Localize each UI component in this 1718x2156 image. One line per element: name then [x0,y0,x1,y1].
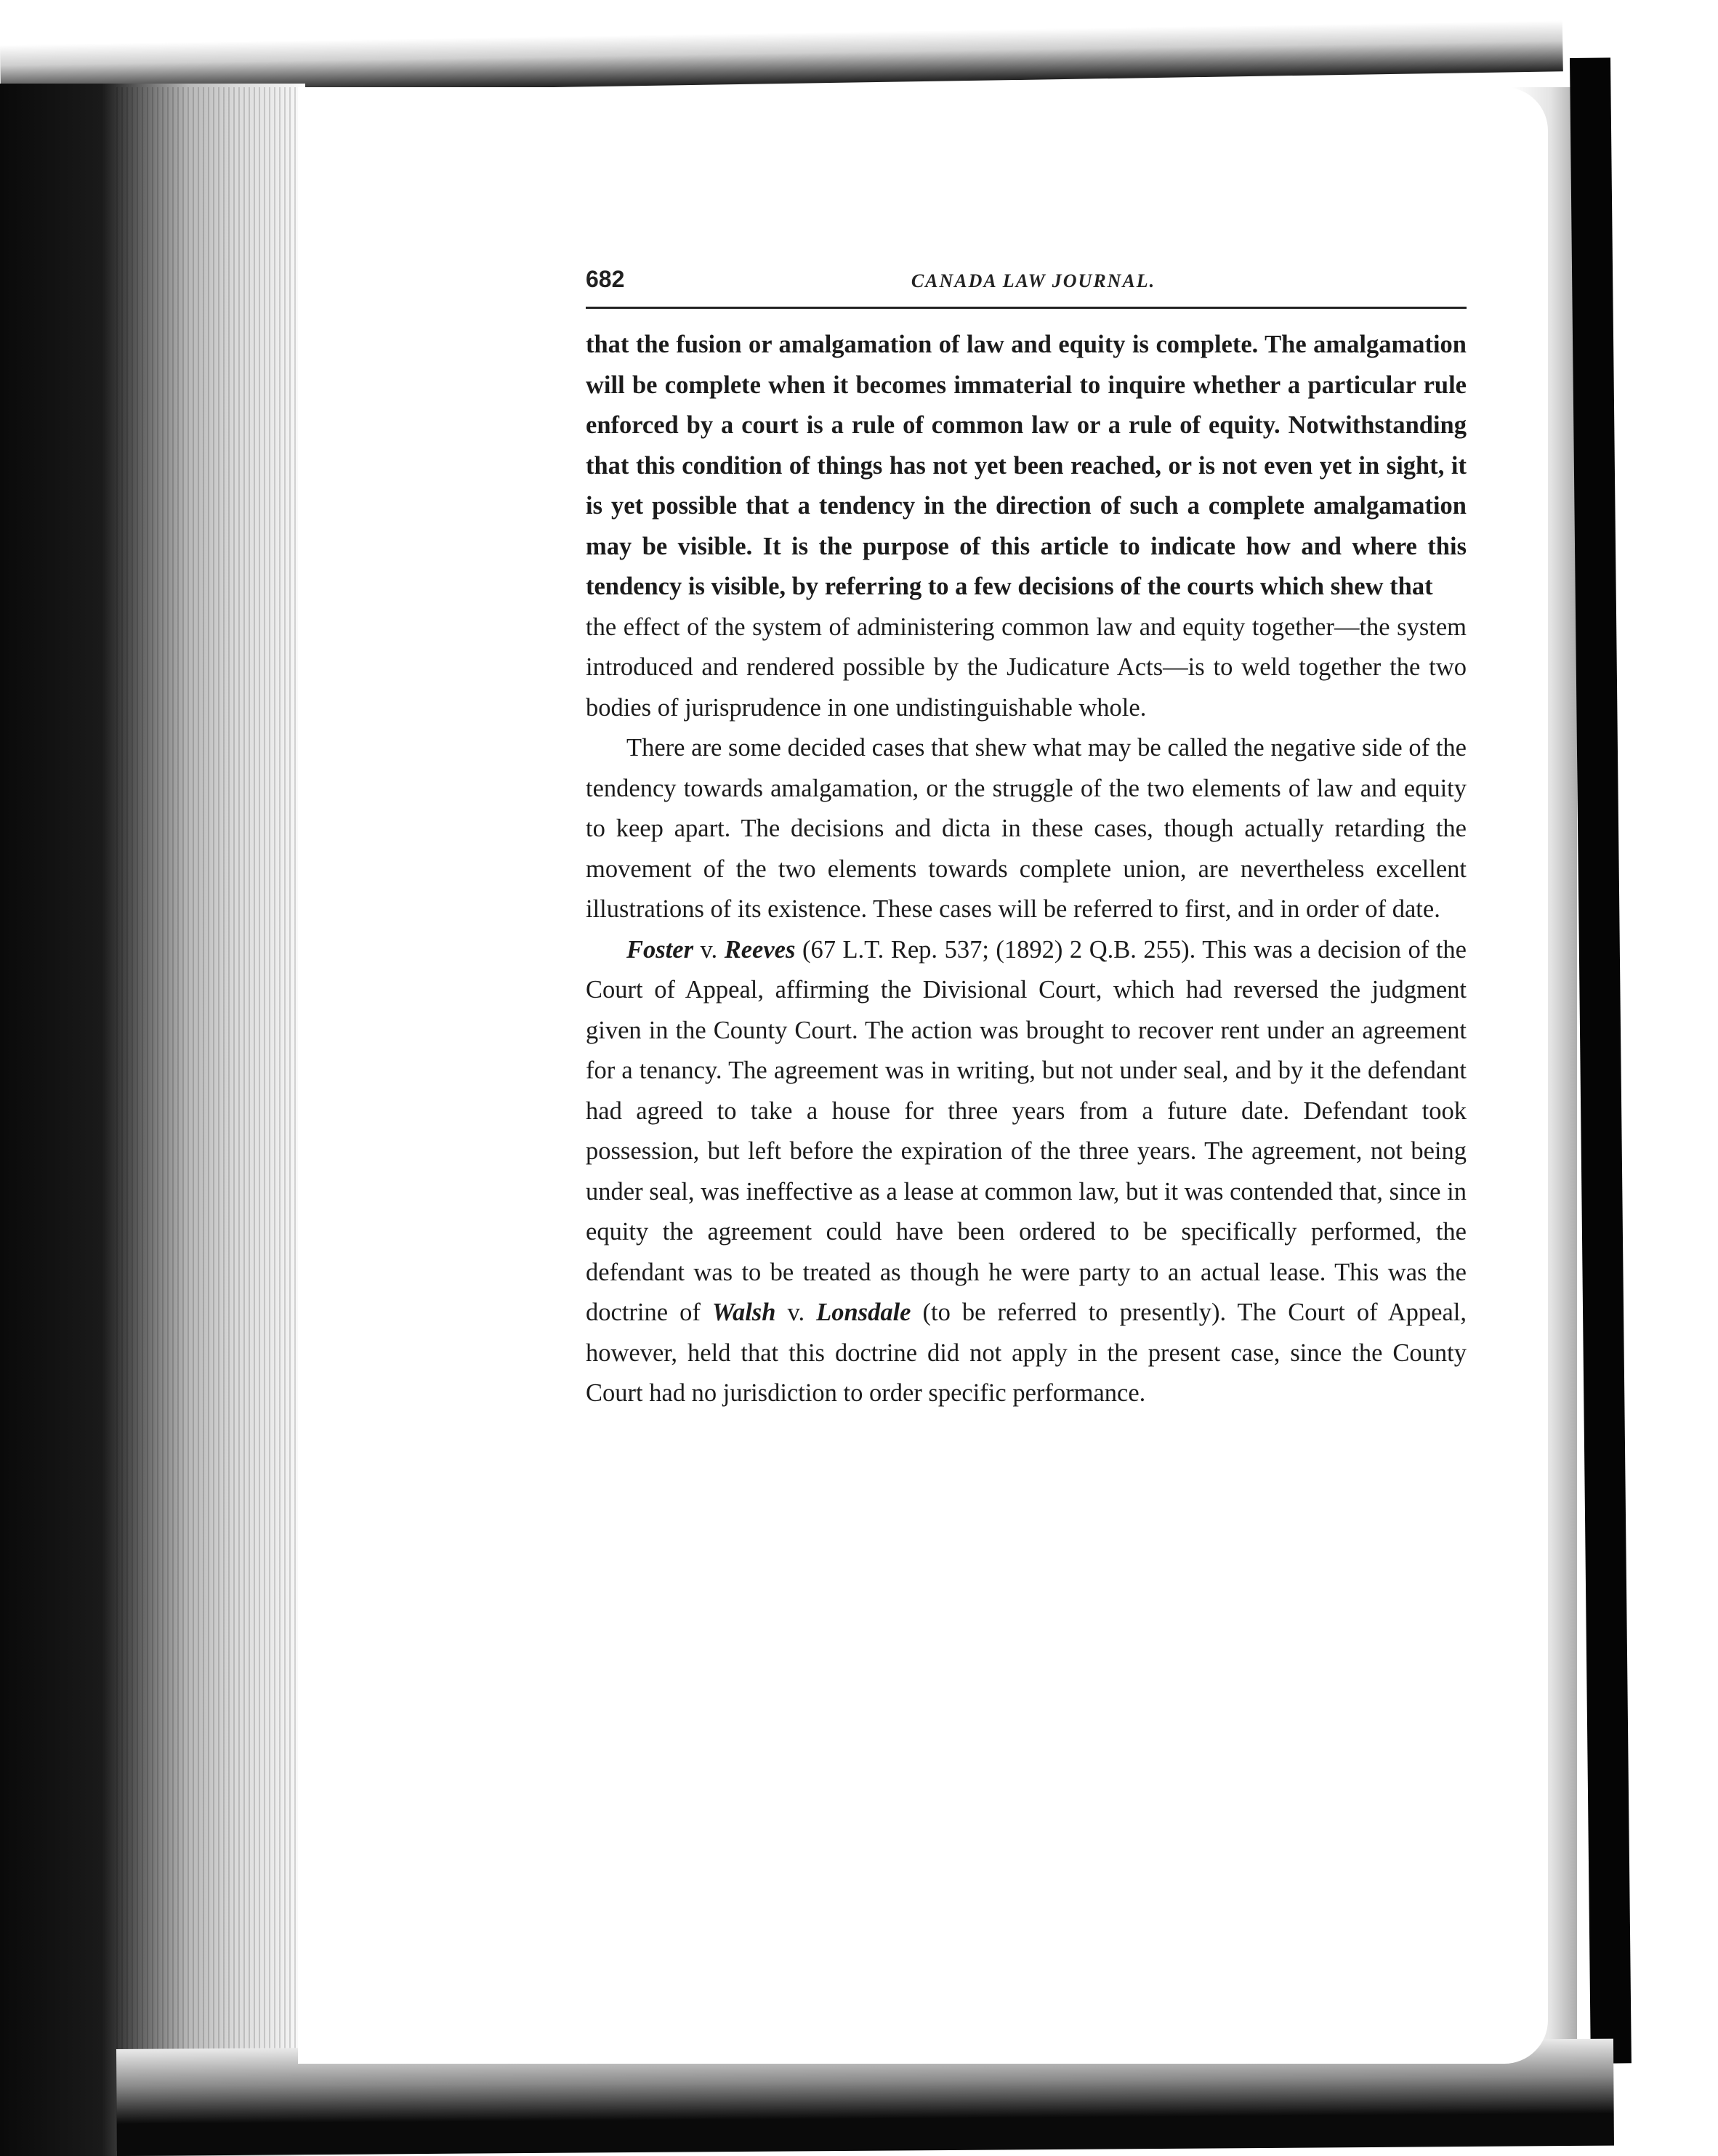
page-number: 682 [586,266,625,292]
paragraph-negative-side: There are some decided cases that shew what may be called the negative side of the tendency towards amalgamation, or the struggle of the two elements of law and equity to keep apart. The decisions and dicta in these cases, though actually retarding the movement of the two elements towards complete union, are nevertheless excellent illustrations of its existence. These cases will be referred to first, and in order of date. [586,734,1467,923]
journal-title: CANADA LAW JOURNAL. [911,270,1156,291]
case-name-reeves: Reeves [724,935,796,964]
paragraph-intro: that the fusion or amalgamation of law and equity is complete. The amalgamation will be complete when it becomes immaterial to inquire whether a particular rule enforced by a court is a rule of common law or a rule of equity. Notwithstanding that this condition of things has not yet been reached, or is not even yet in sight, it is yet possible that a tendency in the direction of such a complete amalgamation may be visible. It is the purpose of this article to indicate how and where this tendency is visible, by referring to a few decisions of the courts which shew that [586,331,1467,600]
case-name-foster: Foster [626,935,694,964]
running-head [586,263,1467,309]
case-versus: v. [693,935,725,964]
journal-page [586,263,1467,1414]
case-name-lonsdale: Lonsdale [816,1299,911,1326]
paragraph-intro-continued: the effect of the system of administering common law and equity together—the system introduced and rendered possible by the Judicature Acts—is to weld together the two bodies of jurisprudence in one undistinguishable whole. [586,613,1467,722]
paragraph-text: (67 L.T. Rep. 537; (1892) 2 Q.B. 255). This was a decision of the Court of Appeal, affirming the Divisional Court, which had reversed the judgment given in the County Court. The action was brought to recover rent under an agreement for a tenancy. The agreement was in writing, but not under seal, and by it the defendant had agreed to take a house for three years from a future date. Defendant took possession, but left before the expiration of the three years. The agreement, not being under seal, was ineffective as a lease at common law, but it was contended that, since in equity the agreement could have been ordered to be specifically performed, the defendant was to be treated as though he were party to an actual lease. This was the doctrine of [586,935,1467,1326]
case-name-walsh: Walsh [711,1299,776,1326]
article-body [586,325,1467,1414]
paragraph-text: (to be referred to presently). The Court of Appeal, however, held that this doctrine did not apply in the present case, since the County Court had no jurisdiction to order specific performance. [586,1299,1467,1407]
case-versus: v. [775,1299,817,1326]
scan-left-page-edges [116,87,305,2151]
paragraph-foster-v-reeves [586,930,1467,1414]
